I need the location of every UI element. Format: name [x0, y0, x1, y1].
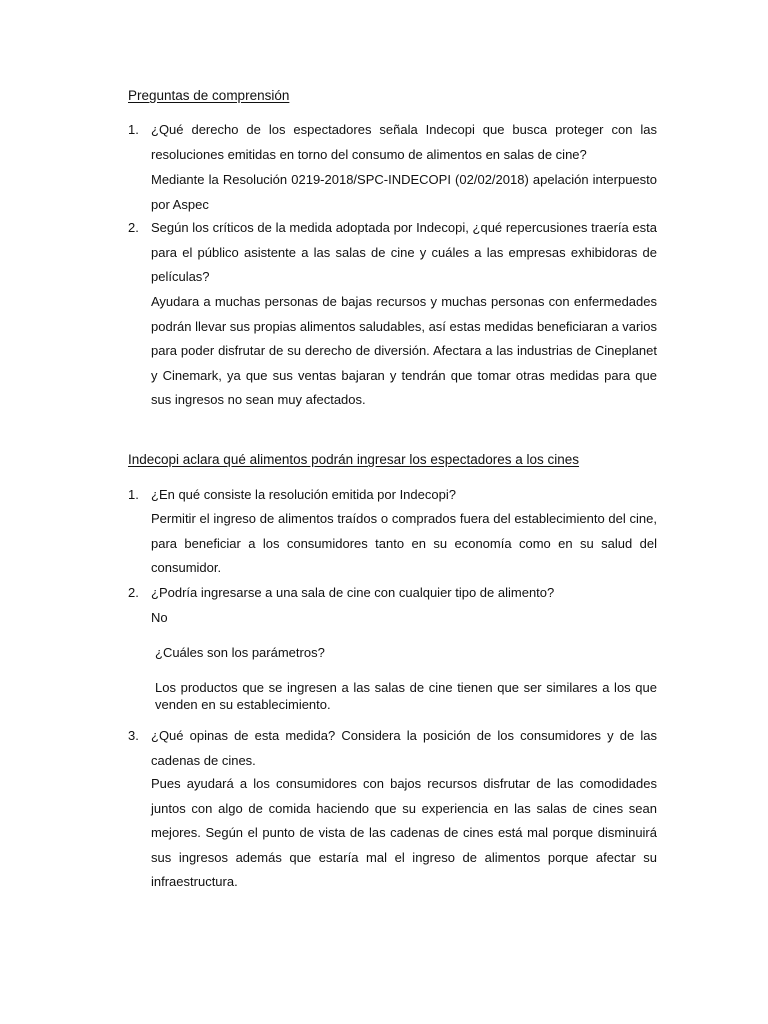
- answer-text: Ayudara a muchas personas de bajas recursos y muchas personas con enfermedades podrán llevar sus propias alimentos saludables, así estas medidas beneficiaran a varios para poder disfrutar de su derecho de diversión. Afectara a las industrias de Cineplanet y Cinemark, ya que sus ventas bajaran y tendrán que tomar otras medidas para que sus ingresos no sean muy afectados.: [151, 294, 657, 407]
- sub-answer-text: Los productos que se ingresen a las salas de cine tienen que ser similares a los que venden en su establecimiento.: [155, 680, 657, 712]
- answer-text: No: [151, 610, 168, 625]
- question-number: 3.: [128, 728, 139, 743]
- question-number: 2.: [128, 220, 139, 235]
- question-text: ¿Qué opinas de esta medida? Considera la posición de los consumidores y de las cadenas de cines.: [151, 728, 657, 768]
- question-text: ¿Podría ingresarse a una sala de cine con cualquier tipo de alimento?: [151, 585, 555, 600]
- question-number: 2.: [128, 585, 139, 600]
- question-number: 1.: [128, 122, 139, 137]
- question-text: Según los críticos de la medida adoptada por Indecopi, ¿qué repercusiones traería esta para el público asistente a las salas de cine y cuáles a las empresas exhibidoras de películas?: [151, 220, 657, 284]
- answer-text: Permitir el ingreso de alimentos traídos o comprados fuera del establecimiento del cine, para beneficiar a los consumidores tanto en su economía como en su salud del consumidor.: [151, 511, 657, 575]
- question-number: 1.: [128, 487, 139, 502]
- answer-text: Mediante la Resolución 0219-2018/SPC-INDECOPI (02/02/2018) apelación interpuesto por Aspec: [151, 172, 657, 212]
- sub-question-text: ¿Cuáles son los parámetros?: [155, 645, 325, 660]
- section-title-preguntas: Preguntas de comprensión: [128, 88, 290, 103]
- answer-text: Pues ayudará a los consumidores con bajos recursos disfrutar de las comodidades juntos con algo de comida haciendo que su experiencia en las salas de cines sean mejores. Según el punto de vista de las cadenas de cines está mal porque disminuirá sus ingresos además que estaría mal el ingreso de alimentos porque afectar su infraestructura.: [151, 776, 657, 889]
- question-text: ¿En qué consiste la resolución emitida por Indecopi?: [151, 487, 456, 502]
- section-title-indecopi: Indecopi aclara qué alimentos podrán ingresar los espectadores a los cines: [128, 452, 580, 467]
- question-text: ¿Qué derecho de los espectadores señala Indecopi que busca proteger con las resoluciones emitidas en torno del consumo de alimentos en salas de cine?: [151, 122, 657, 162]
